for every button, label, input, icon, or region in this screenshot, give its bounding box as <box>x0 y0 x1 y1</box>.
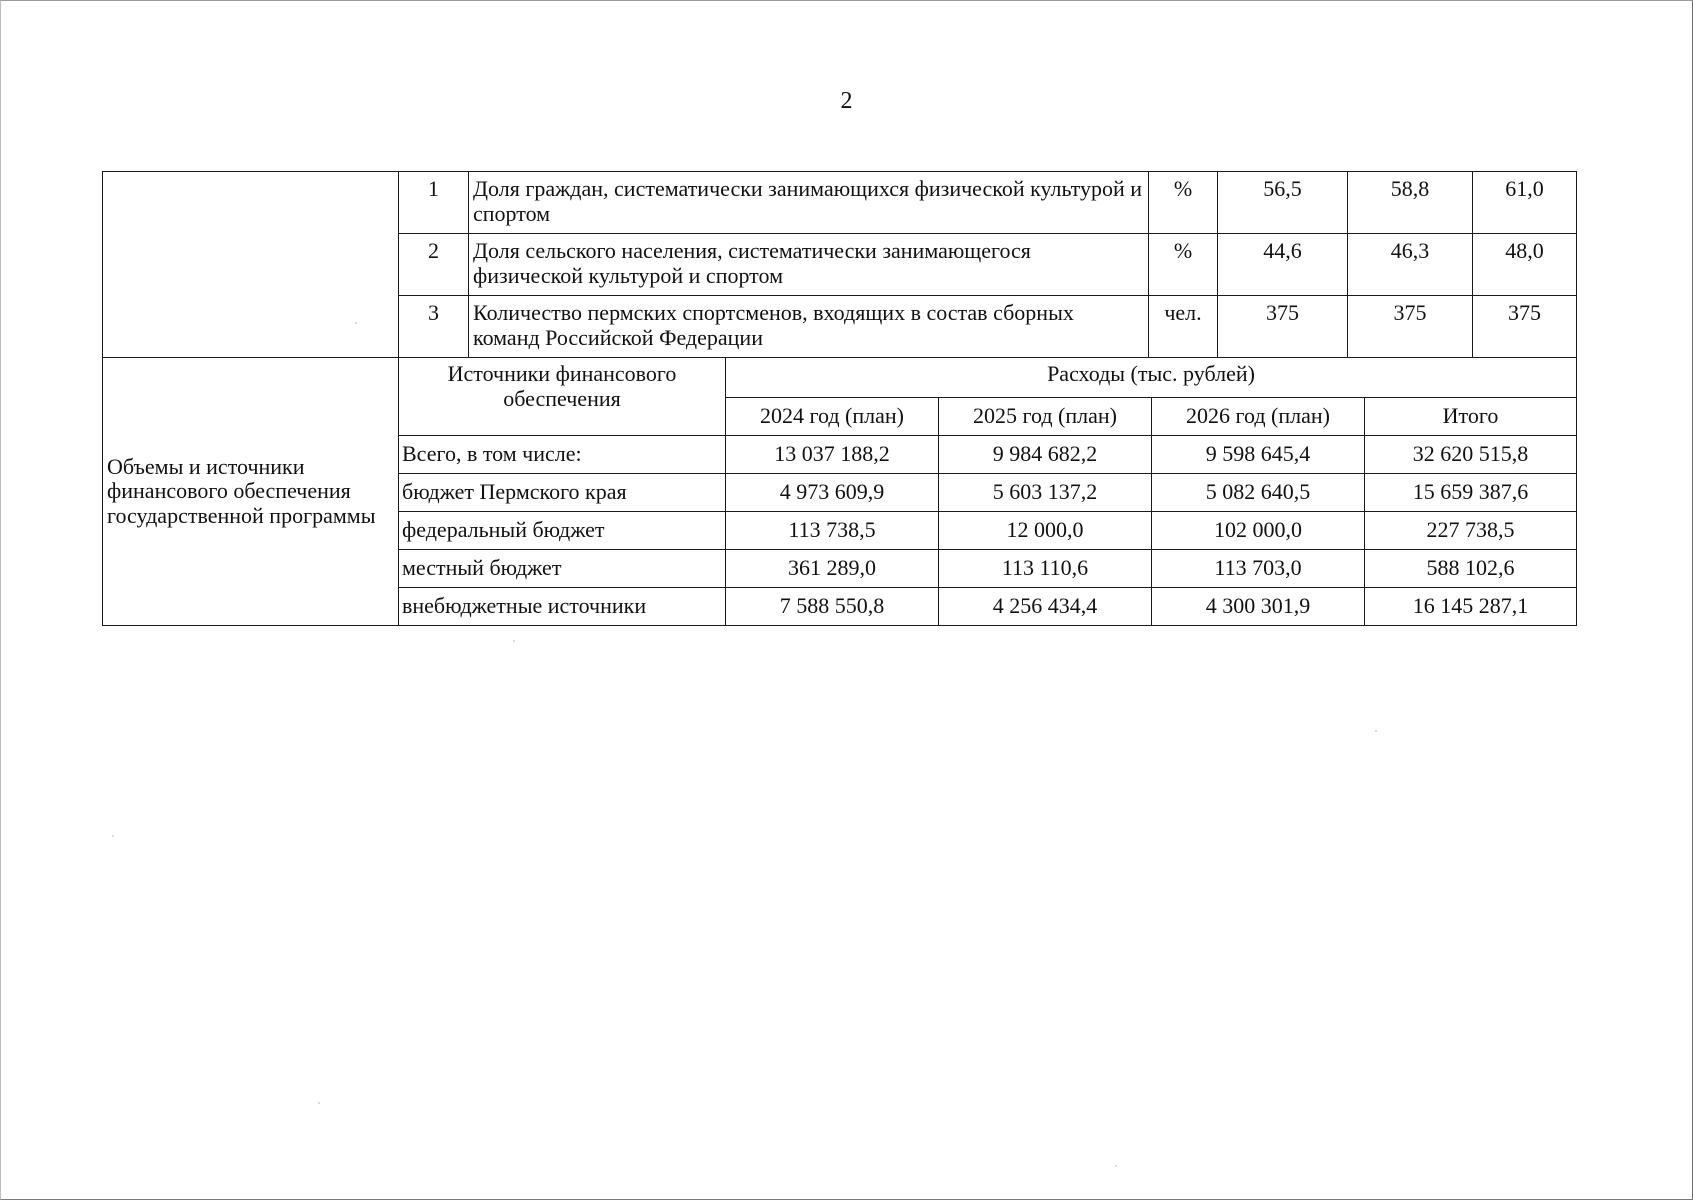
page-number: 2 <box>840 88 853 114</box>
finance-source: федеральный бюджет <box>399 512 726 550</box>
finance-value-total: 32 620 515,8 <box>1365 436 1577 474</box>
finance-value-2025: 4 256 434,4 <box>939 588 1152 626</box>
indicator-unit: % <box>1149 172 1218 234</box>
indicator-number: 2 <box>399 234 469 296</box>
finance-value-2024: 13 037 188,2 <box>726 436 939 474</box>
finance-value-2024: 113 738,5 <box>726 512 939 550</box>
scan-speck <box>355 322 357 324</box>
finance-table <box>102 357 1577 626</box>
indicator-value-2024: 44,6 <box>1218 234 1348 296</box>
indicator-value-2025: 46,3 <box>1348 234 1473 296</box>
scan-speck <box>318 1102 320 1104</box>
finance-value-2025: 9 984 682,2 <box>939 436 1152 474</box>
indicator-unit: чел. <box>1149 296 1218 358</box>
indicator-value-2026: 61,0 <box>1473 172 1577 234</box>
indicator-name: Доля сельского населения, систематически занимающегося физической культурой и спортом <box>469 234 1149 296</box>
finance-header-row <box>103 358 1577 398</box>
finance-value-total: 588 102,6 <box>1365 550 1577 588</box>
indicator-number: 1 <box>399 172 469 234</box>
column-header-2025: 2025 год (план) <box>939 398 1152 436</box>
indicator-value-2025: 375 <box>1348 296 1473 358</box>
indicator-value-2025: 58,8 <box>1348 172 1473 234</box>
finance-value-2025: 113 110,6 <box>939 550 1152 588</box>
finance-value-2024: 4 973 609,9 <box>726 474 939 512</box>
blank-left-cell <box>103 172 399 358</box>
finance-value-2024: 361 289,0 <box>726 550 939 588</box>
expenses-header: Расходы (тыс. рублей) <box>726 358 1577 398</box>
finance-value-2026: 102 000,0 <box>1152 512 1365 550</box>
finance-value-2026: 5 082 640,5 <box>1152 474 1365 512</box>
scan-speck <box>513 640 515 642</box>
indicator-value-2026: 48,0 <box>1473 234 1577 296</box>
column-header-total: Итого <box>1365 398 1577 436</box>
finance-value-2026: 113 703,0 <box>1152 550 1365 588</box>
finance-value-total: 15 659 387,6 <box>1365 474 1577 512</box>
indicator-value-2024: 56,5 <box>1218 172 1348 234</box>
scan-speck <box>1115 1165 1117 1167</box>
indicator-name: Доля граждан, систематически занимающихся физической культурой и спортом <box>469 172 1149 234</box>
finance-value-total: 227 738,5 <box>1365 512 1577 550</box>
finance-source: Всего, в том числе: <box>399 436 726 474</box>
scan-speck <box>1375 730 1377 732</box>
indicators-table <box>102 171 1577 358</box>
scan-speck <box>112 835 114 837</box>
sources-header: Источники финансового обеспечения <box>399 358 726 436</box>
finance-source: местный бюджет <box>399 550 726 588</box>
column-header-2026: 2026 год (план) <box>1152 398 1365 436</box>
finance-value-2025: 5 603 137,2 <box>939 474 1152 512</box>
indicator-row <box>103 172 1577 234</box>
finance-value-2025: 12 000,0 <box>939 512 1152 550</box>
indicator-unit: % <box>1149 234 1218 296</box>
finance-source: внебюджетные источники <box>399 588 726 626</box>
finance-value-2024: 7 588 550,8 <box>726 588 939 626</box>
indicator-number: 3 <box>399 296 469 358</box>
finance-value-2026: 9 598 645,4 <box>1152 436 1365 474</box>
finance-source: бюджет Пермского края <box>399 474 726 512</box>
column-header-2024: 2024 год (план) <box>726 398 939 436</box>
finance-value-total: 16 145 287,1 <box>1365 588 1577 626</box>
indicator-value-2024: 375 <box>1218 296 1348 358</box>
indicator-value-2026: 375 <box>1473 296 1577 358</box>
finance-value-2026: 4 300 301,9 <box>1152 588 1365 626</box>
finance-section-label: Объемы и источники финансового обеспечения государственной программы <box>103 358 399 626</box>
indicator-name: Количество пермских спортсменов, входящих в состав сборных команд Российской Федерации <box>469 296 1149 358</box>
